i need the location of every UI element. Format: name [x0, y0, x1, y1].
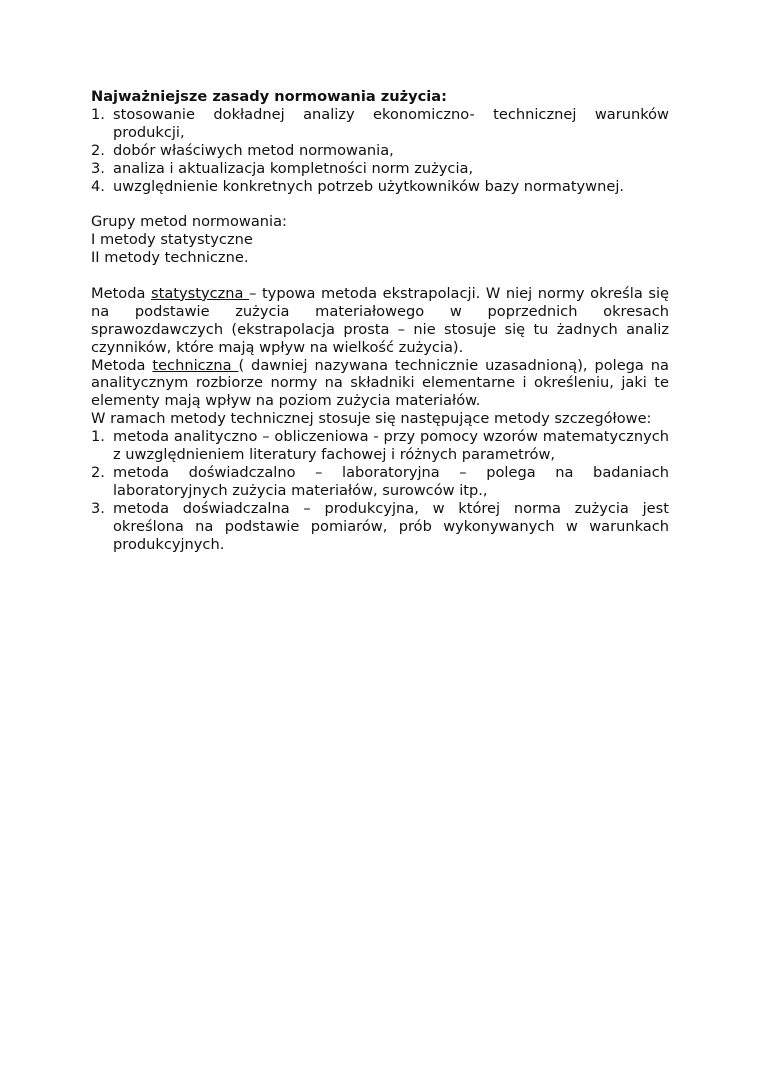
group-item: I metody statystyczne [91, 231, 253, 249]
list-number: 1. [91, 428, 105, 446]
list-item [91, 106, 669, 142]
list-number: 3. [91, 159, 105, 177]
list-item [91, 142, 669, 160]
list-item [91, 178, 669, 196]
list-item [91, 160, 669, 178]
groups-title: Grupy metod normowania: [91, 213, 287, 231]
principles-list [91, 106, 669, 196]
list-item [91, 428, 669, 464]
list-item-text: analiza i aktualizacja kompletności norm zużycia, [113, 159, 474, 177]
list-number: 4. [91, 177, 105, 195]
paragraph-body: ( dawniej nazywana technicznie uzasadnioną), polega na analitycznym rozbiorze normy na składniki elementarne i określeniu, jaki te elementy mają wpływ na poziom zużycia materiałów. [91, 356, 669, 410]
list-item [91, 500, 669, 554]
section-heading: Najważniejsze zasady normowania zużycia: [91, 88, 447, 105]
list-item [91, 464, 669, 500]
detailed-methods-intro: W ramach metody technicznej stosuje się następujące metody szczegółowe: [91, 410, 652, 428]
document-page [91, 88, 669, 554]
list-item-text: metoda analityczno – obliczeniowa - przy pomocy wzorów matematycznych z uwzględnieniem literatury fachowej i różnych parametrów, [113, 428, 669, 464]
detailed-methods-list [91, 428, 669, 553]
list-number: 2. [91, 141, 105, 159]
paragraph-prefix: Metoda [91, 356, 153, 374]
list-number: 2. [91, 464, 105, 481]
list-item-text: stosowanie dokładnej analizy ekonomiczno- technicznej warunków produkcji, [113, 105, 669, 141]
paragraph-body: – typowa metoda ekstrapolacji. W niej normy określa się na podstawie zużycia materiałowego w poprzednich okresach sprawozdawczych (ekstrapolacja prosta – nie stosuje się tu żadnych analiz czynników, które mają wpływ na wielkość zużycia). [91, 284, 669, 356]
technical-term: techniczna [152, 356, 239, 374]
statistical-method-paragraph [91, 285, 669, 357]
list-item-text: metoda doświadczalno – laboratoryjna – polega na badaniach laboratoryjnych zużycia materiałów, surowców itp., [113, 464, 669, 499]
technical-method-paragraph [91, 357, 669, 411]
statistical-term: statystyczna [151, 284, 250, 302]
paragraph-gap [91, 195, 669, 213]
list-item-text: dobór właściwych metod normowania, [113, 141, 394, 159]
list-number: 3. [91, 499, 105, 517]
paragraph-gap [91, 267, 669, 285]
list-item-text: uwzględnienie konkretnych potrzeb użytkowników bazy normatywnej. [113, 177, 625, 195]
list-item-text: metoda doświadczalna – produkcyjna, w której norma zużycia jest określona na podstawie pomiarów, prób wykonywanych w warunkach produkcyjnych. [113, 499, 669, 553]
group-item: II metody techniczne. [91, 249, 249, 267]
paragraph-prefix: Metoda [91, 284, 152, 302]
list-number: 1. [91, 105, 105, 123]
